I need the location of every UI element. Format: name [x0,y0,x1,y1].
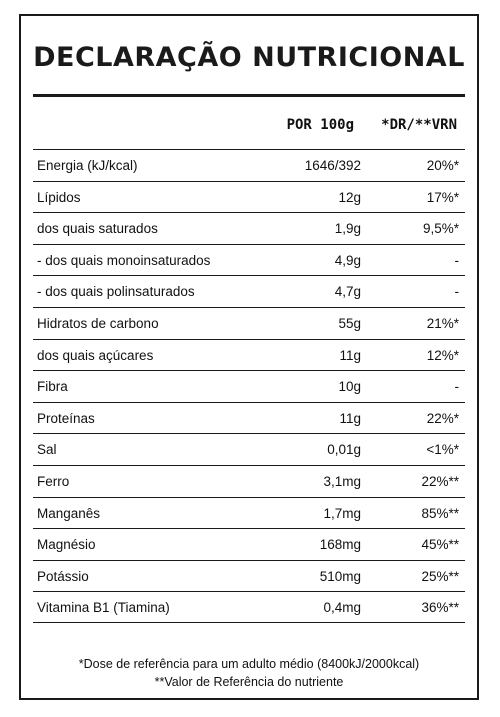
table-row [33,402,465,434]
table-row [33,181,465,213]
nutrient-dr: 21%* [426,315,459,331]
nutrition-table [33,149,465,623]
nutrient-dr: 85%** [421,505,459,521]
nutrient-name: dos quais açúcares [37,347,154,363]
table-row [33,244,465,276]
nutrient-name: Hidratos de carbono [37,315,159,331]
table-row [33,560,465,592]
nutrient-dr: 25%** [421,568,459,584]
table-row [33,591,465,623]
nutrient-name: Energia (kJ/kcal) [37,158,138,173]
nutrient-dr: - [454,379,459,395]
nutrient-dr: 22%* [426,410,459,426]
nutrient-name: Sal [37,442,57,458]
table-row [33,275,465,307]
nutrient-dr: 45%** [421,537,459,553]
nutrient-name: - dos quais polinsaturados [37,284,195,300]
column-header-per-100g: POR 100g [286,117,354,133]
nutrient-value: 0,4mg [323,600,361,616]
nutrient-name: Ferro [37,473,70,489]
table-row [33,433,465,465]
table-row [33,528,465,560]
table-row [33,339,465,371]
nutrient-dr: - [454,284,459,300]
nutrient-name: Lípidos [37,189,81,205]
title-divider [33,94,465,97]
nutrient-dr: 20%* [426,158,459,173]
table-row [33,307,465,339]
nutrient-value: 55g [338,315,361,331]
nutrient-name: dos quais saturados [37,221,158,237]
nutrient-value: 0,01g [327,442,361,458]
footnote-nutrient-reference-value: **Valor de Referência do nutriente [154,675,344,689]
nutrient-name: Manganês [37,505,101,521]
table-header [33,98,465,148]
nutrient-value: 510mg [319,568,361,584]
nutrient-value: 168mg [319,537,361,553]
nutrient-name: Proteínas [37,410,95,426]
nutrient-value: 1646/392 [304,158,361,173]
table-row [33,370,465,402]
nutrient-value: 12g [338,189,361,205]
table-row [33,465,465,497]
table-row [33,149,465,181]
nutrient-name: Magnésio [37,537,96,553]
nutrient-value: 3,1mg [323,473,361,489]
nutrient-dr: 36%** [421,600,459,616]
nutrient-dr: 12%* [426,347,459,363]
nutrient-value: 11g [339,347,361,363]
footnotes [21,654,477,691]
nutrient-value: 1,9g [334,221,361,237]
nutrient-value: 11g [339,410,361,426]
nutrient-name: Fibra [37,379,68,395]
nutrient-name: Potássio [37,568,89,584]
table-row [33,212,465,244]
nutrient-dr: 9,5%* [422,221,459,237]
nutrient-name: Vitamina B1 (Tiamina) [37,600,170,616]
nutrient-dr: <1%* [426,442,459,458]
nutrient-value: 4,7g [334,284,361,300]
nutrient-value: 4,9g [334,252,361,268]
nutrient-value: 10g [338,379,361,395]
nutrient-dr: 22%** [421,473,459,489]
nutrient-name: - dos quais monoinsaturados [37,252,211,268]
footnote-reference-intake: *Dose de referência para um adulto médio (8400kJ/2000kcal) [78,657,420,671]
column-header-dr-vrn: *DR/**VRN [381,117,457,133]
panel-title: DECLARAÇÃO NUTRICIONAL [33,42,465,73]
table-row [33,497,465,529]
nutrient-value: 1,7mg [323,505,361,521]
nutrition-panel [19,14,479,700]
nutrient-dr: - [454,252,459,268]
nutrient-dr: 17%* [426,189,459,205]
